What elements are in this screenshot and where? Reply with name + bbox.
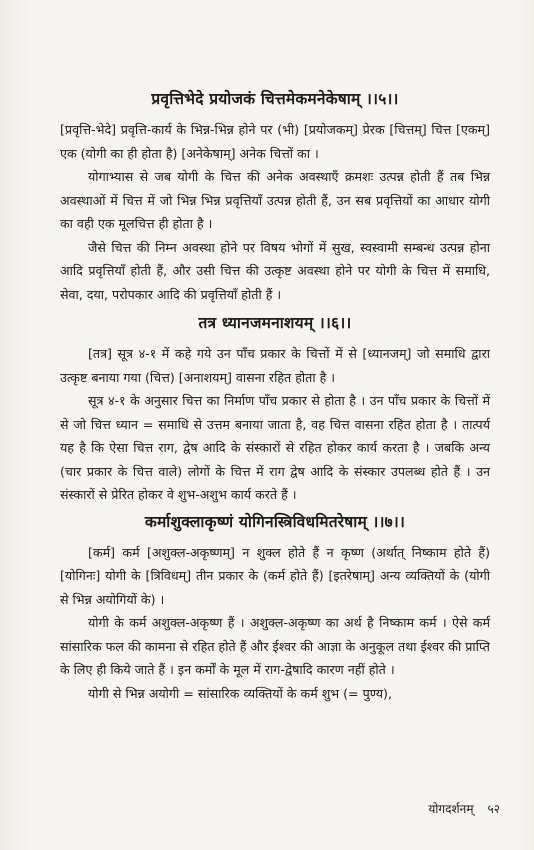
sutra-5-example: जैसे चित्त की निम्न अवस्था होने पर विषय भोगों में सुख, स्वस्वामी सम्बन्ध उत्पन्न होना आदि प्रवृत्तियाँ होती हैं, और उसी चित्त की उत्कृष्ट अवस्था होने पर योगी के चित्त में समाधि, सेवा, दया, परोपकार आदि की प्रवृत्तियाँ होती हैं ।: [60, 239, 490, 302]
sutra-6-word-meaning: [तत्र] सूत्र ४-१ में कहे गये उन पाँच प्रकार के चित्तों में से [ध्यानजम्] जो समाधि द्वारा उत्कृष्ट बनाया गया (चित्त) [अनाशयम्] वासना रहित होता है ।: [60, 346, 490, 385]
sutra-7-continuation: योगी से भिन्न अयोगी = सांसारिक व्यक्तियों के कर्म शुभ (= पुण्य),: [88, 685, 392, 701]
sutra-6-explanation: सूत्र ४-१ के अनुसार चित्त का निर्माण पाँच प्रकार से होता है । उन पाँच प्रकार के चित्तों में से जो चित्त ध्यान = समाधि से उत्तम बनाया जाता है, वह चित्त वासना रहित होता है । तात्पर्य यह है कि ऐसा चित्त राग, द्वेष आदि के संस्कारों से रहित होकर कार्य करता है । जबकि अन्य (चार प्रकार के चित्त वाले) लोगों के चित्त में राग द्वेष आदि के संस्कार उपलब्ध होते हैं । उन संस्कारों से प्रेरित होकर वे शुभ-अशुभ कार्य करते हैं ।: [60, 393, 490, 502]
page-footer: [320, 800, 500, 817]
sutra-7-word-meaning: [कर्म] कर्म [अशुक्ल-अकृष्णम्] न शुक्ल होते हैं न कृष्ण (अर्थात् निष्काम होते हैं) [योगिनः] योगी के [त्रिविधम्] तीन प्रकार के (कर्म होते हैं) [इतरेषाम्] अन्य व्यक्तियों के (योगी से भिन्न अयोगियों के) ।: [60, 544, 490, 607]
sutra-5-word-meaning: [प्रवृत्ति-भेदे] प्रवृत्ति-कार्य के भिन्न-भिन्न होने पर (भी) [प्रयोजकम्] प्रेरक [चित्तम्] चित्त [एकम्] एक (योगी का ही होता है) [अनेकेषाम्] अनेक चित्तों का ।: [60, 122, 490, 161]
book-title: योगदर्शनम्: [428, 802, 474, 816]
sutra-heading-6: तत्र ध्यानजमनाशयम् ।।६।।: [198, 314, 352, 332]
page-number: ५२: [487, 802, 500, 816]
sutra-heading-7: कर्माशुक्लाकृष्णं योगिनस्त्रिविधमितरेषाम् ।।७।।: [144, 512, 406, 531]
sutra-5-explanation: योगाभ्यास से जब योगी के चित्त की अनेक अवस्थाएँ क्रमशः उत्पन्न होती हैं तब भिन्न अवस्थाओं में चित्त में जो भिन्न भिन्न प्रवृत्तियाँ उत्पन्न होती हैं, उन सब प्रवृत्तियों का आधार योगी का वही एक मूलचित्त ही होता है ।: [60, 169, 490, 231]
sutra-heading-5: प्रवृत्तिभेदे प्रयोजकं चित्तमेकमनेकेषाम् ।।५।।: [151, 90, 399, 108]
page-content: [60, 72, 490, 705]
sutra-7-explanation: योगी के कर्म अशुक्ल-अकृष्ण हैं । अशुक्ल-अकृष्ण का अर्थ है निष्काम कर्म । ऐसे कर्म सांसारिक फल की कामना से रहित होते हैं और ईश्वर की आज्ञा के अनुकूल तथा ईश्वर की प्राप्ति के लिए ही किये जाते हैं । इन कर्मों के मूल में राग-द्वेषादि कारण नहीं होते ।: [60, 615, 490, 677]
